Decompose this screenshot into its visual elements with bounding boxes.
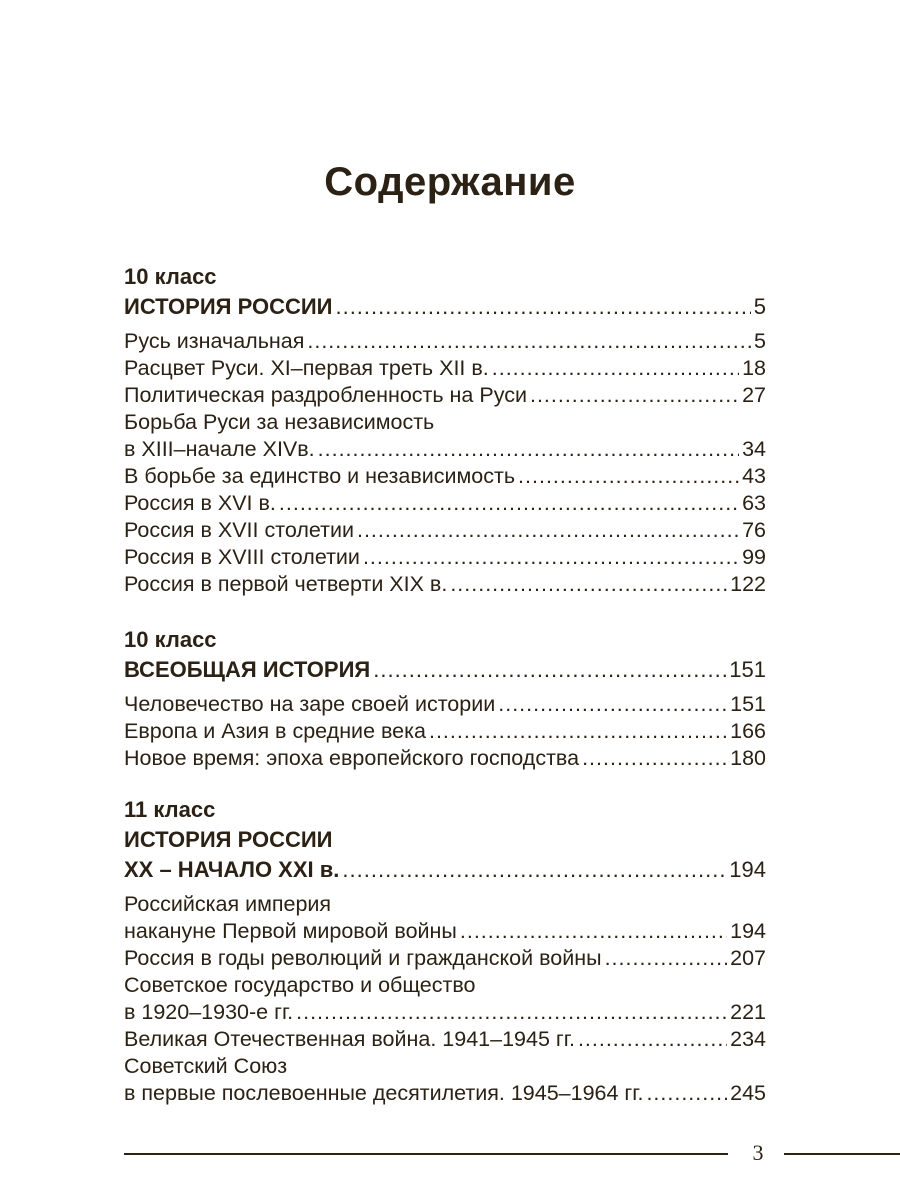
dot-leader <box>450 571 727 598</box>
dot-leader <box>342 855 726 885</box>
toc-section-2 <box>124 625 766 772</box>
grade-label: 11 класс <box>124 797 216 822</box>
page-ref: 18 <box>742 356 766 380</box>
dot-leader <box>357 517 739 544</box>
entry-title-cont: накануне Первой мировой войны <box>124 919 457 943</box>
toc-entry-first-line[interactable] <box>124 891 766 918</box>
entry-title: Россия в XVIII столетии <box>124 545 360 569</box>
subject-heading[interactable] <box>124 855 766 885</box>
subject-heading[interactable] <box>124 655 766 685</box>
entry-title: Расцвет Руси. XI–первая треть XII в. <box>124 356 489 380</box>
dot-leader <box>335 292 750 322</box>
page-ref: 63 <box>742 491 766 515</box>
grade-label: 10 класс <box>124 264 217 289</box>
dot-leader <box>296 999 727 1026</box>
toc-entry[interactable] <box>124 544 766 571</box>
toc-entry[interactable] <box>124 1080 766 1107</box>
toc-entry[interactable] <box>124 1026 766 1053</box>
entry-title: Россия в XVII столетии <box>124 518 354 542</box>
toc-entry-first-line[interactable] <box>124 409 766 436</box>
entry-title-cont: в первые послевоенные десятилетия. 1945–1964 гг. <box>124 1081 644 1105</box>
toc-entry[interactable] <box>124 463 766 490</box>
grade-label: 10 класс <box>124 627 217 652</box>
entry-title: Россия в годы революций и гражданской войны <box>124 946 602 970</box>
page-ref: 27 <box>742 383 766 407</box>
entry-title: Советское государство и общество <box>124 973 476 997</box>
dot-leader <box>279 490 739 517</box>
toc-section-3 <box>124 795 766 1107</box>
page-ref: 5 <box>754 329 766 353</box>
dot-leader <box>646 1080 727 1107</box>
page-ref: 180 <box>730 746 766 770</box>
entry-title: Русь изначальная <box>124 329 305 353</box>
entry-title: В борьбе за единство и независимость <box>124 464 516 488</box>
toc-entry-first-line[interactable] <box>124 972 766 999</box>
page-ref: 5 <box>753 294 766 319</box>
dot-leader <box>429 718 727 745</box>
dot-leader <box>530 382 739 409</box>
entry-title-cont: в XIII–начале XIVв. <box>124 437 315 461</box>
toc-entry[interactable] <box>124 355 766 382</box>
toc-entry[interactable] <box>124 571 766 598</box>
subject-title-cont: XX – НАЧАЛО XXI в. <box>124 857 340 882</box>
subject-heading[interactable] <box>124 292 766 322</box>
toc-entry[interactable] <box>124 745 766 772</box>
entry-title: Советский Союз <box>124 1054 288 1078</box>
dot-leader <box>498 691 727 718</box>
entry-title-cont: в 1920–1930-е гг. <box>124 1000 294 1024</box>
toc-entry-first-line[interactable] <box>124 1053 766 1080</box>
page-ref: 34 <box>742 437 766 461</box>
entry-title: Борьба Руси за независимость <box>124 410 435 434</box>
toc-entry[interactable] <box>124 382 766 409</box>
toc-section-1 <box>124 262 766 598</box>
toc-entry[interactable] <box>124 517 766 544</box>
page-ref: 76 <box>742 518 766 542</box>
page-ref: 245 <box>730 1081 766 1105</box>
dot-leader <box>582 745 727 772</box>
page-ref: 234 <box>730 1027 766 1051</box>
entry-title: Политическая раздробленность на Руси <box>124 383 527 407</box>
entry-title: Европа и Азия в средние века <box>124 719 426 743</box>
page-number: 3 <box>752 1140 764 1165</box>
page-ref: 194 <box>730 919 766 943</box>
toc-entry[interactable] <box>124 328 766 355</box>
dot-leader <box>363 544 739 571</box>
page-ref: 151 <box>730 692 766 716</box>
page-ref: 221 <box>730 1000 766 1024</box>
page-ref: 166 <box>730 719 766 743</box>
entry-title: Новое время: эпоха европейского господства <box>124 746 580 770</box>
page-title: Содержание <box>324 160 576 204</box>
subject-title: ИСТОРИЯ РОССИИ <box>124 294 333 319</box>
dot-leader <box>518 463 739 490</box>
subject-heading-first-line[interactable] <box>124 825 766 855</box>
dot-leader <box>578 1026 727 1053</box>
entry-title: Российская империя <box>124 892 332 916</box>
dot-leader <box>373 655 726 685</box>
subject-title: ИСТОРИЯ РОССИИ <box>124 827 333 852</box>
dot-leader <box>605 945 728 972</box>
page-ref: 43 <box>742 464 766 488</box>
toc-entry[interactable] <box>124 999 766 1026</box>
page-ref: 151 <box>729 657 766 682</box>
page-ref: 207 <box>730 946 766 970</box>
toc-entry[interactable] <box>124 718 766 745</box>
dot-leader <box>460 918 727 945</box>
entry-title: Россия в XVI в. <box>124 491 276 515</box>
toc-entry[interactable] <box>124 691 766 718</box>
subject-title: ВСЕОБЩАЯ ИСТОРИЯ <box>124 657 371 682</box>
entry-title: Великая Отечественная война. 1941–1945 гг. <box>124 1027 575 1051</box>
footer-rule-left <box>124 1153 728 1155</box>
page-ref: 194 <box>729 857 766 882</box>
entry-title: Человечество на заре своей истории <box>124 692 496 716</box>
footer-rule-right <box>784 1153 900 1155</box>
dot-leader <box>318 436 739 463</box>
page-ref: 122 <box>730 572 766 596</box>
dot-leader <box>307 328 751 355</box>
page-ref: 99 <box>742 545 766 569</box>
toc-entry[interactable] <box>124 436 766 463</box>
toc-entry[interactable] <box>124 945 766 972</box>
toc-entry[interactable] <box>124 490 766 517</box>
entry-title: Россия в первой четверти XIX в. <box>124 572 448 596</box>
toc-entry[interactable] <box>124 918 766 945</box>
dot-leader <box>492 355 739 382</box>
